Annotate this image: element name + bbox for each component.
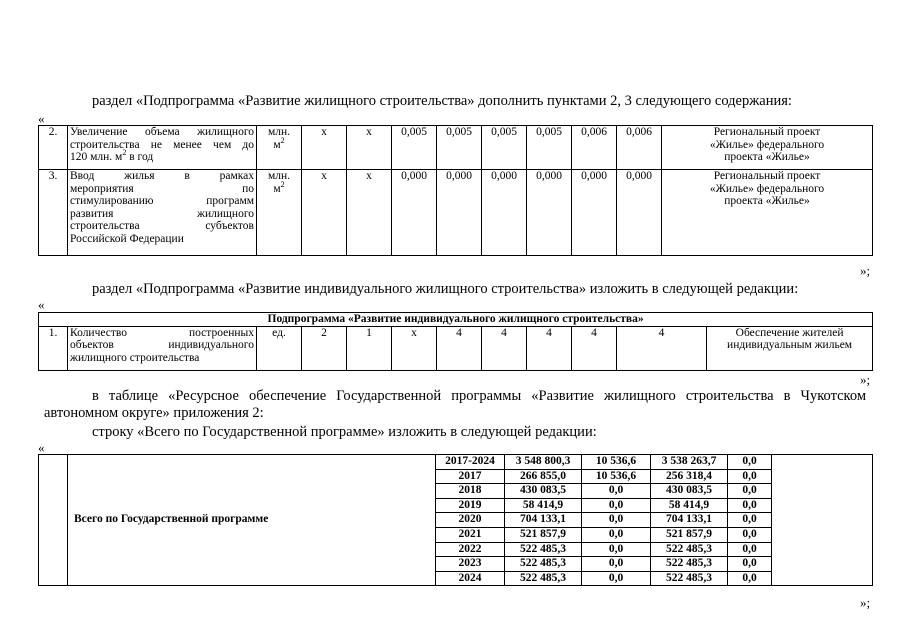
value-cell: 4 bbox=[482, 326, 527, 370]
value-cell: 522 485,3 bbox=[505, 557, 582, 572]
value-cell: 522 485,3 bbox=[651, 542, 728, 557]
open-quote-3: « bbox=[38, 440, 45, 455]
value-cell: 0,006 bbox=[617, 126, 662, 170]
paragraph-4: строку «Всего по Государственной программе» изложить в следующей редакции: bbox=[92, 424, 597, 440]
indicators-table-housing bbox=[38, 125, 873, 256]
value-cell: 0,0 bbox=[728, 469, 772, 484]
cell-line: $м^2$ bbox=[273, 135, 285, 151]
value-cell: 3 548 800,3 bbox=[505, 455, 582, 470]
paragraph-1: раздел «Подпрограмма «Развитие жилищного строительства» дополнить пунктами 2, 3 следующего содержания: bbox=[92, 93, 792, 109]
value-cell: 4 bbox=[617, 326, 707, 370]
indicator-name bbox=[68, 170, 257, 256]
value-cell: 0,0 bbox=[728, 513, 772, 528]
value-cell: 0,005 bbox=[437, 126, 482, 170]
cell-line: Обеспечение жителей bbox=[735, 326, 844, 339]
table-row bbox=[39, 455, 873, 470]
value-cell: 1 bbox=[347, 326, 392, 370]
value-cell: 2021 bbox=[436, 527, 505, 542]
value-cell: 58 414,9 bbox=[505, 498, 582, 513]
empty-number-cell bbox=[39, 455, 68, 586]
table-row bbox=[39, 170, 873, 256]
value-cell: 2017 bbox=[436, 469, 505, 484]
indicator-name bbox=[68, 126, 257, 170]
value-cell: 0,005 bbox=[482, 126, 527, 170]
close-quote-3: »; bbox=[860, 595, 871, 610]
value-cell: 3 538 263,7 bbox=[651, 455, 728, 470]
value-cell: 256 318,4 bbox=[651, 469, 728, 484]
value-cell: 522 485,3 bbox=[505, 542, 582, 557]
cell-line: индивидуальным жильем bbox=[727, 339, 853, 351]
value-cell: х bbox=[347, 126, 392, 170]
cell-line: $м^2$ bbox=[273, 179, 285, 195]
indicators-table-individual bbox=[38, 312, 873, 371]
value-cell: 2017-2024 bbox=[436, 455, 505, 470]
value-cell: 0,000 bbox=[527, 170, 572, 256]
cell-line: развития жилищного bbox=[70, 207, 254, 220]
table-row bbox=[39, 326, 873, 370]
value-cell: 58 414,9 bbox=[651, 498, 728, 513]
paragraph-2: раздел «Подпрограмма «Развитие индивидуального жилищного строительства» изложить в следующей редакции: bbox=[92, 281, 799, 297]
value-cell: 4 bbox=[572, 326, 617, 370]
value-cell: 521 857,9 bbox=[505, 527, 582, 542]
cell-line: мероприятия по bbox=[70, 182, 254, 195]
empty-note-cell bbox=[772, 455, 873, 586]
table-row bbox=[39, 126, 873, 170]
value-cell: 2019 bbox=[436, 498, 505, 513]
value-cell: 0,000 bbox=[437, 170, 482, 256]
superscript: 2 bbox=[280, 179, 285, 189]
value-cell: 704 133,1 bbox=[651, 513, 728, 528]
open-quote-1: « bbox=[38, 111, 45, 126]
unit-cell bbox=[257, 126, 302, 170]
value-cell: 0,0 bbox=[728, 557, 772, 572]
value-cell: 0,0 bbox=[728, 455, 772, 470]
close-quote-2: »; bbox=[860, 372, 871, 387]
table-header-row bbox=[39, 313, 873, 327]
value-cell: 4 bbox=[527, 326, 572, 370]
cell-line: Региональный проект bbox=[713, 126, 821, 138]
value-cell: 0,0 bbox=[728, 484, 772, 499]
row-number: 3. bbox=[39, 170, 68, 256]
value-cell: 0,000 bbox=[572, 170, 617, 256]
value-cell: 10 536,6 bbox=[582, 469, 651, 484]
cell-line: «Жилье» федерального bbox=[709, 138, 825, 151]
paragraph-3-line-2: автономном округе» приложения 2: bbox=[44, 405, 264, 421]
cell-line: «Жилье» федерального bbox=[709, 182, 825, 195]
source-cell bbox=[662, 170, 873, 256]
row-number: 2. bbox=[39, 126, 68, 170]
cell-line: строительства субъектов bbox=[70, 220, 254, 232]
value-cell: х bbox=[392, 326, 437, 370]
value-cell: х bbox=[302, 126, 347, 170]
value-cell: 0,0 bbox=[582, 513, 651, 528]
value-cell: 2 bbox=[302, 326, 347, 370]
value-cell: 10 536,6 bbox=[582, 455, 651, 470]
value-cell: 0,005 bbox=[527, 126, 572, 170]
total-label: Всего по Государственной программе bbox=[68, 455, 436, 586]
value-cell: 0,0 bbox=[582, 542, 651, 557]
cell-line: проекта «Жилье» bbox=[724, 195, 810, 207]
source-cell bbox=[707, 326, 873, 370]
value-cell: 0,0 bbox=[728, 571, 772, 586]
unit-cell bbox=[257, 170, 302, 256]
value-cell: 0,000 bbox=[392, 170, 437, 256]
value-cell: х bbox=[302, 170, 347, 256]
value-cell: 0,000 bbox=[617, 170, 662, 256]
value-cell: 522 485,3 bbox=[651, 571, 728, 586]
value-cell: 0,0 bbox=[728, 542, 772, 557]
value-cell: 0,0 bbox=[582, 557, 651, 572]
value-cell: 430 083,5 bbox=[651, 484, 728, 499]
value-cell: 2022 bbox=[436, 542, 505, 557]
value-cell: 2018 bbox=[436, 484, 505, 499]
value-cell: 0,0 bbox=[582, 527, 651, 542]
value-cell: х bbox=[347, 170, 392, 256]
cell-line: строительства не менее чем до bbox=[70, 138, 254, 151]
value-cell: 0,0 bbox=[582, 498, 651, 513]
value-cell: 2024 bbox=[436, 571, 505, 586]
value-cell: 2023 bbox=[436, 557, 505, 572]
value-cell: 430 083,5 bbox=[505, 484, 582, 499]
cell-line: 120 млн. $м^2$ в год bbox=[70, 148, 154, 163]
cell-line: Увеличение объема жилищного bbox=[70, 126, 254, 138]
source-cell bbox=[662, 126, 873, 170]
value-cell: 0,0 bbox=[728, 527, 772, 542]
unit-cell: ед. bbox=[257, 326, 302, 370]
value-cell: 0,005 bbox=[392, 126, 437, 170]
indicator-name bbox=[68, 326, 257, 370]
cell-line: Количество построенных bbox=[70, 326, 254, 339]
superscript: 2 bbox=[280, 135, 285, 145]
value-cell: 0,0 bbox=[728, 498, 772, 513]
value-cell: 0,0 bbox=[582, 571, 651, 586]
value-cell: 0,006 bbox=[572, 126, 617, 170]
close-quote-1: »; bbox=[860, 263, 871, 278]
superscript: 2 bbox=[122, 148, 127, 158]
value-cell: 4 bbox=[437, 326, 482, 370]
value-cell: 0,000 bbox=[482, 170, 527, 256]
cell-line: стимулированию программ bbox=[70, 195, 254, 207]
resource-table-total bbox=[38, 454, 873, 586]
cell-line: Региональный проект bbox=[713, 170, 821, 182]
value-cell: 521 857,9 bbox=[651, 527, 728, 542]
cell-line: млн. bbox=[267, 126, 291, 138]
value-cell: 522 485,3 bbox=[651, 557, 728, 572]
cell-line: млн. bbox=[267, 170, 291, 182]
cell-line: Ввод жилья в рамках bbox=[70, 170, 254, 182]
row-number: 1. bbox=[39, 326, 68, 370]
paragraph-3-line-1: в таблице «Ресурсное обеспечение Государственной программы «Развитие жилищного строительства в Чукотском bbox=[92, 388, 866, 404]
value-cell: 266 855,0 bbox=[505, 469, 582, 484]
value-cell: 522 485,3 bbox=[505, 571, 582, 586]
value-cell: 704 133,1 bbox=[505, 513, 582, 528]
cell-line: объектов индивидуального bbox=[70, 339, 254, 351]
open-quote-2: « bbox=[38, 297, 45, 312]
value-cell: 0,0 bbox=[582, 484, 651, 499]
value-cell: 2020 bbox=[436, 513, 505, 528]
cell-line: жилищного строительства bbox=[70, 351, 200, 364]
cell-line: проекта «Жилье» bbox=[724, 151, 810, 163]
cell-line: Российской Федерации bbox=[70, 232, 184, 245]
subprogram-header: Подпрограмма «Развитие индивидуального жилищного строительства» bbox=[39, 313, 873, 327]
